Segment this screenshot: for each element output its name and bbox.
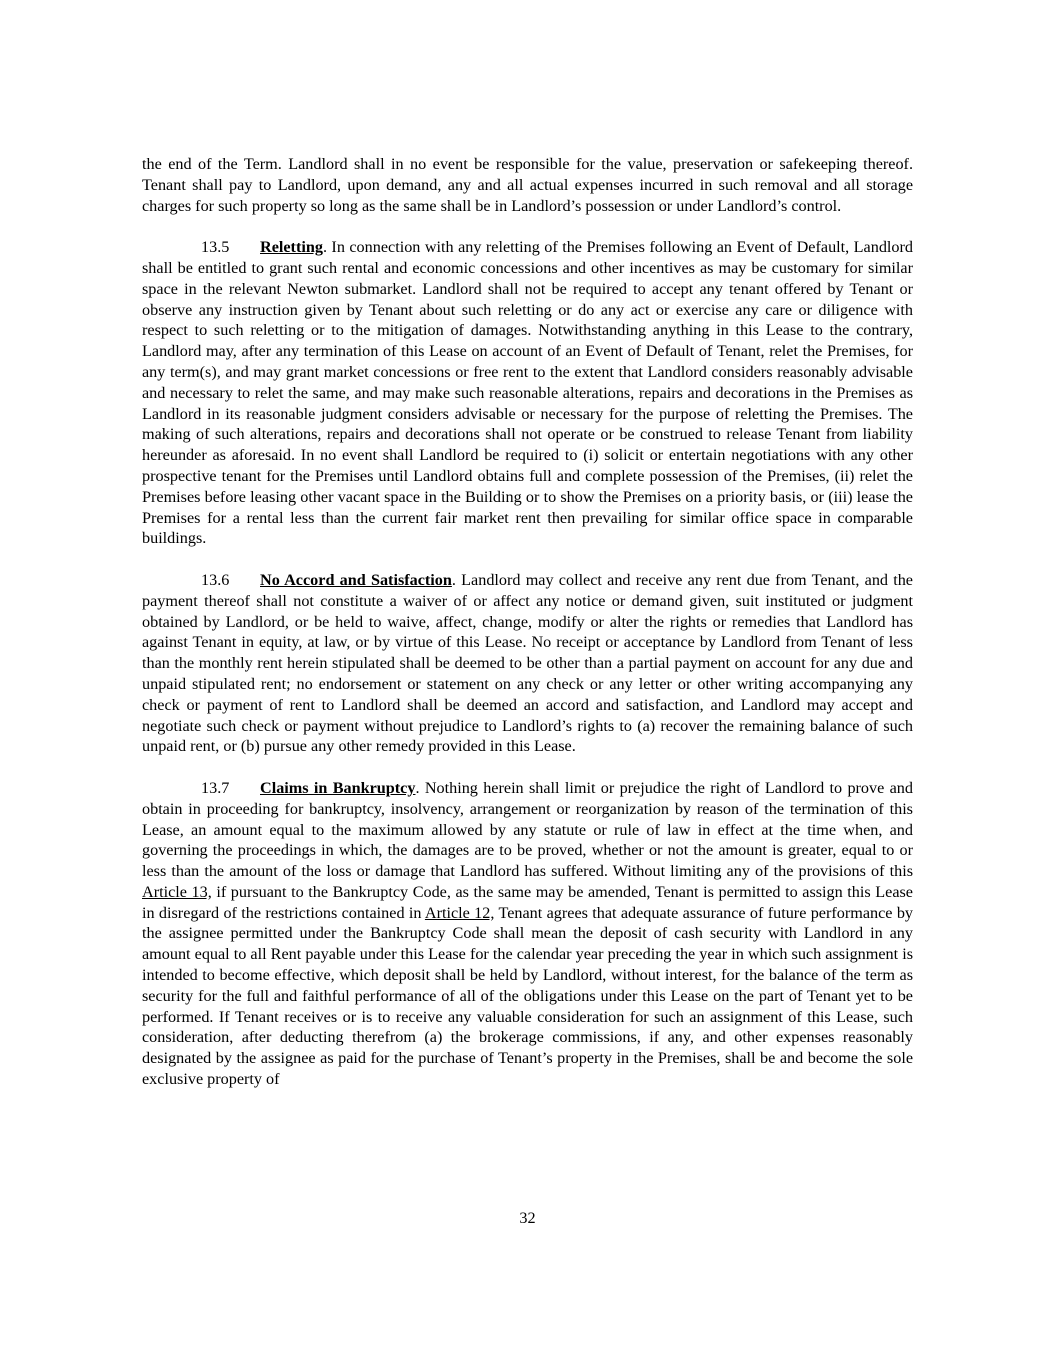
section-13-5 xyxy=(142,237,913,549)
section-text: . In connection with any reletting of the Premises following an Event of Default, Landlord shall be entitled to grant such rental and economic concessions and other incentives as may be customary for similar space in the relevant Newton submarket. Landlord shall not be required to accept any tenant offered by Tenant or observe any instruction given by Tenant about such reletting or do any act or exercise any care or diligence with respect to such reletting or to the mitigation of damages. Notwithstanding anything in this Lease to the contrary, Landlord may, after any termination of this Lease on account of an Event of Default of Tenant, relet the Premises, for any term(s), and may grant market concessions or free rent to the extent that Landlord considers reasonably advisable and necessary to relet the same, and may make such reasonable alterations, repairs and decorations in the Premises as Landlord in its reasonable judgment considers advisable or necessary for the purpose of reletting the Premises. The making of such alterations, repairs and decorations shall not operate or be construed to release Tenant from liability hereunder as aforesaid. In no event shall Landlord be required to (i) solicit or entertain negotiations with any other prospective tenant for the Premises until Landlord obtains full and complete possession of the Premises, (ii) relet the Premises before leasing other vacant space in the Building or to show the Premises on a priority basis, or (iii) lease the Premises for a rental less than the current fair market rent then prevailing for similar office space in comparable buildings. xyxy=(142,238,913,548)
paragraph-text: the end of the Term. Landlord shall in no event be responsible for the value, preservation or safekeeping thereof. Tenant shall pay to Landlord, upon demand, any and all actual expenses incurred in such removal and all storage charges for such property so long as the same shall be in Landlord’s possession or under Landlord’s control. xyxy=(142,155,913,215)
section-title: No Accord and Satisfaction xyxy=(260,570,452,589)
section-number: 13.7 xyxy=(201,778,230,797)
article-13-reference: Article 13, xyxy=(142,882,212,901)
section-13-7 xyxy=(142,778,913,1090)
section-text: . Landlord may collect and receive any rent due from Tenant, and the payment thereof shall not constitute a waiver of or affect any notice or demand given, suit instituted or judgment obtained by Landlord, or be held to waive, affect, change, modify or alter the rights or remedies that Landlord has against Tenant in equity, at law, or by virtue of this Lease. No receipt or acceptance by Landlord from Tenant of less than the monthly rent herein stipulated shall be deemed to be other than a partial payment on account for any due and unpaid stipulated rent; no endorsement or statement on any check or any letter or other writing accompanying any check or payment of rent to Landlord shall be deemed an accord and satisfaction, and Landlord may accept and negotiate such check or payment without prejudice to Landlord’s rights to (a) recover the remaining balance of such unpaid rent, or (b) pursue any other remedy provided in this Lease. xyxy=(142,570,913,756)
section-13-6 xyxy=(142,570,913,757)
section-title: Reletting xyxy=(260,238,323,257)
section-number: 13.6 xyxy=(201,570,230,589)
paragraph-continuation xyxy=(142,154,913,216)
page-number: 32 xyxy=(519,1209,536,1227)
article-12-reference: Article 12, xyxy=(424,903,495,922)
section-text: if pursuant to the Bankruptcy Code, as the same may be amended, Tenant is permitted to assign this Lease in disregard of the restrictions contained in xyxy=(142,882,913,922)
section-text: . Nothing herein shall limit or prejudice the right of Landlord to prove and obtain in proceeding for bankruptcy, insolvency, arrangement or reorganization by reason of the termination of this Lease, an amount equal to the maximum allowed by any statute or rule of law in effect at the time when, and governing the proceedings in which, the damages are to be proved, whether or not the amount is greater, equal to or less than the amount of the loss or damage that Landlord has suffered. Without limiting any of the provisions of this xyxy=(142,778,913,881)
body-text xyxy=(142,154,913,1111)
section-number: 13.5 xyxy=(201,238,230,257)
section-text: Tenant agrees that adequate assurance of future performance by the assignee permitted under the Bankruptcy Code shall mean the deposit of cash security with Landlord in any amount equal to all Rent payable under this Lease for the calendar year preceding the year in which such assignment is intended to become effective, which deposit shall be held by Landlord, without interest, for the balance of the term as security for the full and faithful performance of all of the obligations under this Lease on the part of Tenant yet to be performed. If Tenant receives or is to receive any valuable consideration for such an assignment of this Lease, such consideration, after deducting therefrom (a) the brokerage commissions, if any, and other expenses reasonably designated by the assignee as paid for the purchase of Tenant’s property in the Premises, shall be and become the sole exclusive property of xyxy=(142,903,914,1089)
section-title: Claims in Bankruptcy xyxy=(260,778,416,797)
